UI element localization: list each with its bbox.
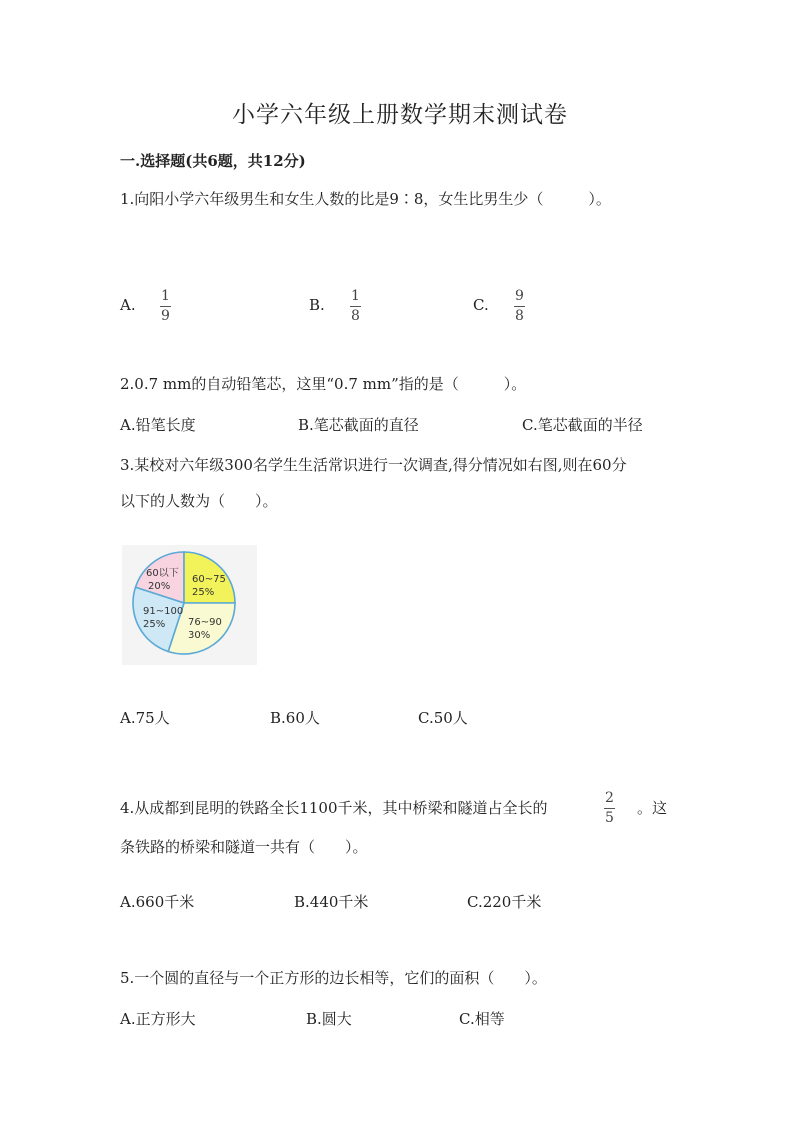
question-5-option-c: C.相等	[459, 1010, 505, 1028]
option-b-label: B.	[309, 296, 325, 314]
question-2-text: 2.0.7 mm的自动铅笔芯，这里“0.7 mm”指的是（ ）。	[120, 375, 527, 393]
option-a-fraction	[160, 289, 171, 323]
fraction-denominator: 8	[515, 308, 524, 324]
question-4-option-c: C.220千米	[467, 893, 542, 911]
fraction-bar	[604, 808, 615, 809]
pie-label-91-100-percent: 25%	[143, 619, 166, 630]
question-3-option-a: A.75人	[120, 709, 170, 727]
question-5-option-b: B.圆大	[306, 1010, 352, 1028]
question-5-option-a: A.正方形大	[120, 1010, 196, 1028]
option-c-label: C.	[473, 296, 489, 314]
question-4-option-a: A.660千米	[120, 893, 195, 911]
question-4-fraction	[604, 791, 615, 825]
fraction-bar	[514, 306, 525, 307]
pie-label-60-75-percent: 25%	[192, 587, 215, 598]
pie-label-below-60-range: 60以下	[146, 568, 179, 579]
pie-label-below-60-percent: 20%	[148, 581, 171, 592]
question-3-text-line1: 3.某校对六年级300名学生生活常识进行一次调查,得分情况如右图,则在60分	[120, 456, 627, 474]
question-4-text-line1: 4.从成都到昆明的铁路全长1100千米，其中桥梁和隧道占全长的	[120, 799, 548, 817]
question-2-option-a: A.铅笔长度	[120, 416, 196, 434]
score-pie-chart	[122, 545, 257, 665]
pie-label-76-90-percent: 30%	[188, 630, 211, 641]
question-4-option-b: B.440千米	[294, 893, 369, 911]
question-3-option-b: B.60人	[270, 709, 320, 727]
fraction-denominator: 5	[605, 810, 614, 826]
fraction-numerator: 1	[351, 288, 360, 304]
question-3-text-line2: 以下的人数为（ ）。	[120, 492, 278, 510]
question-2-option-b: B.笔芯截面的直径	[298, 416, 419, 434]
question-5-text: 5.一个圆的直径与一个正方形的边长相等，它们的面积（ ）。	[120, 969, 547, 987]
question-3-option-c: C.50人	[418, 709, 468, 727]
option-b-fraction	[350, 289, 361, 323]
question-1-text: 1.向阳小学六年级男生和女生人数的比是9∶8，女生比男生少（ ）。	[120, 190, 611, 208]
fraction-bar	[160, 306, 171, 307]
fraction-numerator: 9	[515, 288, 524, 304]
fraction-bar	[350, 306, 361, 307]
pie-label-60-75-range: 60~75	[192, 574, 226, 585]
option-a-label: A.	[120, 296, 136, 314]
question-4-text-line1-end: 。这	[637, 799, 668, 817]
fraction-numerator: 1	[161, 288, 170, 304]
option-c-fraction	[514, 289, 525, 323]
page-title: 小学六年级上册数学期末测试卷	[232, 102, 568, 128]
question-4-text-line2: 条铁路的桥梁和隧道一共有（ ）。	[120, 838, 368, 856]
fraction-denominator: 9	[161, 308, 170, 324]
question-2-option-c: C.笔芯截面的半径	[522, 416, 643, 434]
pie-label-91-100-range: 91~100	[143, 606, 184, 617]
pie-label-76-90-range: 76~90	[188, 617, 222, 628]
fraction-denominator: 8	[351, 308, 360, 324]
section-heading: 一.选择题(共6题，共12分)	[120, 152, 306, 170]
fraction-numerator: 2	[605, 790, 614, 806]
